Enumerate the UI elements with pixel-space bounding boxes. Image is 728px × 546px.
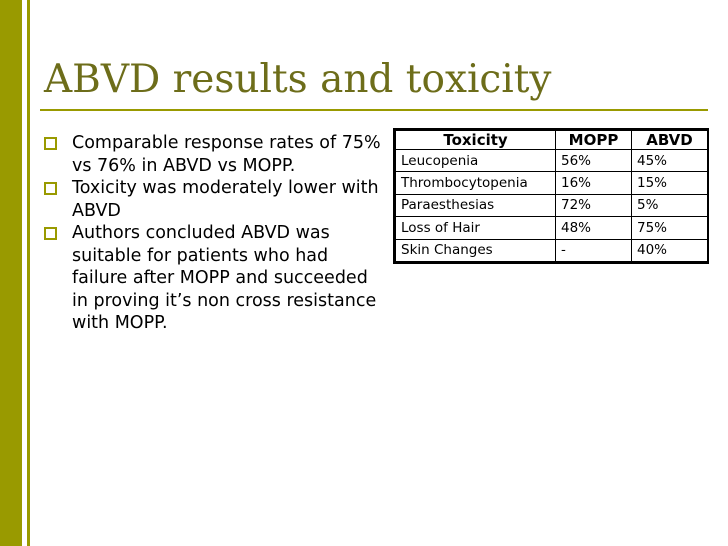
cell-toxicity: Leucopenia xyxy=(396,150,556,172)
cell-toxicity: Skin Changes xyxy=(396,239,556,261)
bullet-item-conclusion xyxy=(44,222,384,335)
cell-abvd: 5% xyxy=(632,194,708,216)
left-accent-line xyxy=(27,0,30,546)
cell-abvd: 75% xyxy=(632,217,708,239)
left-accent-bar xyxy=(0,0,22,546)
toxicity-table xyxy=(395,130,708,262)
cell-mopp: 72% xyxy=(556,194,632,216)
square-bullet-icon xyxy=(44,137,57,150)
bullet-item-toxicity xyxy=(44,177,384,222)
title-underline xyxy=(40,109,708,111)
cell-mopp: - xyxy=(556,239,632,261)
bullet-text: Comparable response rates of 75% vs 76% in ABVD vs MOPP. xyxy=(72,133,381,176)
cell-abvd: 15% xyxy=(632,172,708,194)
cell-toxicity: Paraesthesias xyxy=(396,194,556,216)
square-bullet-icon xyxy=(44,182,57,195)
header-toxicity: Toxicity xyxy=(396,131,556,150)
table-row xyxy=(396,150,708,172)
square-bullet-icon xyxy=(44,227,57,240)
table-row xyxy=(396,172,708,194)
cell-abvd: 45% xyxy=(632,150,708,172)
table-row xyxy=(396,239,708,261)
table-row xyxy=(396,217,708,239)
header-mopp: MOPP xyxy=(556,131,632,150)
cell-mopp: 48% xyxy=(556,217,632,239)
bullet-list xyxy=(44,132,384,335)
cell-abvd: 40% xyxy=(632,239,708,261)
bullet-text: Authors concluded ABVD was suitable for patients who had failure after MOPP and succeeded in proving it’s non cross resistance with MOPP. xyxy=(72,223,377,333)
cell-toxicity: Thrombocytopenia xyxy=(396,172,556,194)
table-row xyxy=(396,194,708,216)
toxicity-table-container xyxy=(393,128,709,264)
cell-mopp: 56% xyxy=(556,150,632,172)
bullet-text: Toxicity was moderately lower with ABVD xyxy=(72,178,379,221)
header-abvd: ABVD xyxy=(632,131,708,150)
slide-title: ABVD results and toxicity xyxy=(44,57,552,102)
cell-toxicity: Loss of Hair xyxy=(396,217,556,239)
table-header-row xyxy=(396,131,708,150)
cell-mopp: 16% xyxy=(556,172,632,194)
bullet-item-response-rates xyxy=(44,132,384,177)
